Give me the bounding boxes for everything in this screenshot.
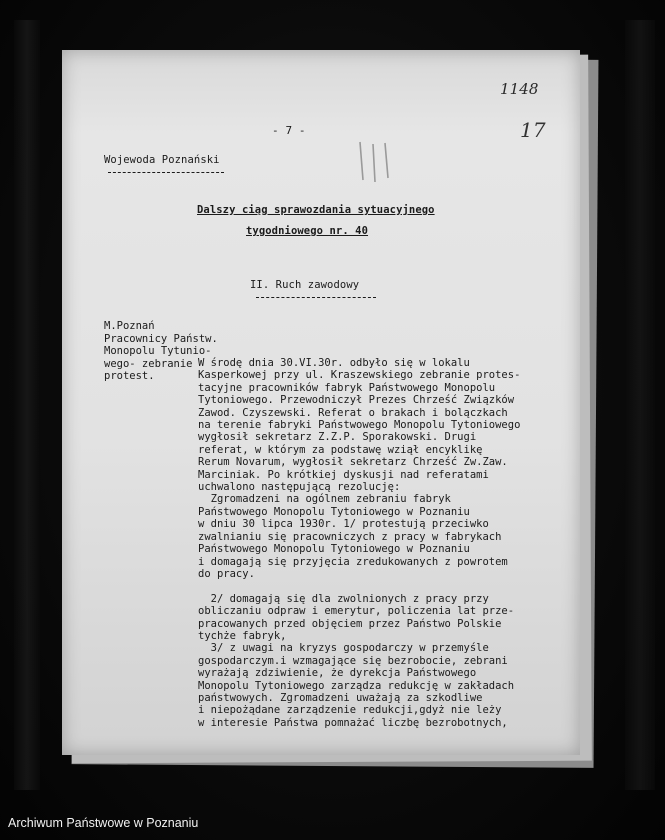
section-underline	[256, 297, 376, 298]
body-line: zwalnianiu się pracowniczych z pracy w fabrykach	[198, 530, 502, 543]
body-line: 3/ z uwagi na kryzys gospodarczy w przemyśle	[198, 642, 489, 655]
body-line: wygłosił sekretarz Z.Z.P. Sporakowski. Drugi	[198, 431, 477, 444]
body-line: wyrażają zdziwienie, że dyrekcja Państwowego	[198, 667, 477, 680]
recipient: Wojewoda Poznański	[104, 154, 220, 166]
body-line: Marciniak. Po krótkiej dyskusji nad referatami	[198, 468, 489, 481]
body-line: tychże fabryk,	[198, 629, 287, 642]
margin-note-line: wego- zebranie	[104, 357, 193, 370]
report-title-line2: tygodniowego nr. 40	[246, 225, 369, 237]
margin-note-line: Pracownicy Państw.	[104, 332, 218, 345]
body-line: referat, w którym za podstawę wziął encyklikę	[198, 443, 483, 456]
margin-note-line: M.Poznań	[104, 320, 155, 332]
body-line: w interesie Państwa pomnażać liczbę bezrobotnych,	[198, 716, 508, 729]
body-line: Tytoniowego. Przewodniczył Prezes Chrześć Związków	[198, 394, 515, 407]
handwritten-mark: 17	[520, 118, 546, 142]
body-line: uchwalono następującą rezolucję:	[198, 481, 401, 494]
handwritten-folio-number: 1148	[500, 80, 539, 98]
body-line: Państwowego Monopolu Tytoniowego w Poznaniu	[198, 543, 470, 556]
body-line: Zawod. Czyszewski. Referat o brakach i bolączkach	[198, 406, 508, 419]
body-line: Monopolu Tytoniowego zarządza redukcję w zakładach	[198, 679, 515, 692]
margin-note-line: protest.	[104, 370, 155, 382]
body-line: gospodarczym.i wzmagające się bezrobocie, zebrani	[198, 654, 508, 667]
page-number: - 7 -	[272, 124, 306, 137]
body-line: Kasperkowej przy ul. Kraszewskiego zebranie protes-	[198, 369, 521, 382]
body-line: w dniu 30 lipca 1930r. 1/ protestują przeciwko	[198, 518, 489, 531]
report-title-line1: Dalszy ciąg sprawozdania sytuacyjnego	[197, 204, 435, 216]
body-line: i domagają się przyjęcia zredukowanych z powrotem	[198, 555, 508, 568]
film-edge-right	[625, 20, 655, 790]
body-line: Zgromadzeni na ogólnem zebraniu fabryk	[198, 493, 451, 506]
body-line: Rerum Novarum, wygłosił sekretarz Chrześć Zw.Zaw.	[198, 456, 508, 469]
body-line: do pracy.	[198, 567, 255, 580]
body-line: W środę dnia 30.VI.30r. odbyło się w lokalu	[198, 357, 470, 369]
body-line	[198, 580, 520, 592]
body-line: Państwowego Monopolu Tytoniowego w Poznaniu	[198, 505, 470, 518]
section-heading: II. Ruch zawodowy	[250, 279, 360, 291]
body-line: państwowych. Zgromadzeni uważają za szkodliwe	[198, 691, 483, 704]
pencil-strokes	[355, 140, 405, 185]
body-line: na terenie fabryki Państwowego Monopolu Tytoniowego	[198, 419, 521, 432]
body-line: 2/ domagają się dla zwolnionych z pracy przy	[198, 592, 489, 605]
film-edge-left	[14, 20, 40, 790]
archive-caption: Archiwum Państwowe w Poznaniu	[8, 816, 199, 830]
report-body	[198, 357, 520, 729]
body-line: obliczaniu odpraw i emerytur, policzenia lat prze-	[198, 605, 515, 618]
body-line: tacyjne pracowników fabryk Państwowego Monopolu	[198, 381, 496, 394]
body-line: pracowanych przed objęciem przez Państwo Polskie	[198, 617, 502, 630]
body-line: i niepożądane zarządzenie redukcji,gdyż nie leży	[198, 704, 502, 717]
recipient-underline	[108, 172, 224, 173]
margin-note-line: Monopolu Tytunio-	[104, 345, 212, 357]
